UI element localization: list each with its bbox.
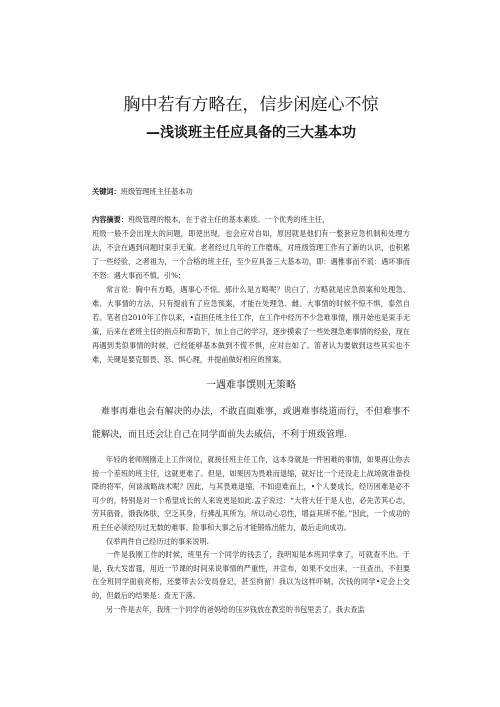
keywords-label: 关键词： (92, 187, 121, 196)
abstract-first-line: 内容摘要：班级管理的根本，在于省主任的基本素质。一个优秀的班主任， (92, 215, 330, 224)
body-paragraph: 另一件是去年，我班一个同学的爸妈给的压岁钱放在教室的书包里丢了，我去查监 (106, 604, 365, 614)
abstract-paragraph: 常言说：胸中有方略，遇事心不惊。那什么是方略呢？说白了，方略就是应急预案和处理急、难、大事情的方法，只有提前有了应急预案，才能在处理急、雌、大事情的时候不惊不惧，泰然自若。笔者自2010年工作以来，•直担任班主任工作，在工作中经历不少急难事情，刚开始也是束手无策，后来在老班主任的指点和帮助下，加上自己的学习，逐步摸索了一些处理急难事情的经验，现在再遇到类似事情的时候，已经能够基本做到不慌不惧，应对自如了。笛者认为要做到这些其实也不难，关键是要克服畏、怒、惧心理，并提前做好相应的预案。 (92, 285, 410, 364)
section-highlight: 难事再难也会有解决的办法，不敢直面难事，或遇难事绕道而行，不但难事不能解决，而且还会让自己在同学面前失去威信，不利于班级管理. (92, 407, 410, 440)
keywords-value: 班级管理班主任基本功 (120, 187, 193, 196)
body-paragraph: 一件是我刚工作的时候，班里有一个同学的钱丢了，我明知是本班同学拿了，可就查不出。于是，我大发雷霆，用近一节课的时间来说事情的严重性，并宣布，如果不交出来，一旦查出，不但要在全班同学面前亮相，还要带去公安局登记，甚至拘留！我以为这样吓唬，次钱的同学•定会上交的，但最后的结果是：查无下落。 (92, 550, 410, 600)
keywords-line (92, 186, 410, 197)
section-heading: 一遇难事馔则无策略 (206, 380, 296, 391)
document-title: 胸中若有方略在，信步闲庭心不惊 (123, 95, 379, 115)
section-body (92, 453, 410, 616)
abstract-paragraph: 班级一般不会出现大的问题，即使出现，也会应对自如，原因就是他们有一整套应急机制和处理方法，不会在遇到问题时束手无策。老者经过几年的工作磨炼，对班级管理工作有了新的认识，也积累了一些经验，之者祖为，一个合格的班主任，至少应具备三大基本功，即：遇椎事而不谎：遇坏事而不怒：遇大事而不慎。引%； (92, 229, 410, 280)
abstract-label: 内容摘要： (92, 215, 128, 224)
document-subtitle: —浅谈班主任应具备的三大基本功 (146, 125, 356, 141)
body-paragraph: 年轻的老师刚刚走上工作岗位，就接任班主任工作，这本身就是一件困难的事情，如果再让你去接一个差班的班主任，这就更难了。但是，如果因为畏难而退缩，就好比一个还没走上战场就准备投降的将军，何谈战略战术呢？因此，与其畏难退缩，不如迎难而上，•个人要成长，经历困难是必不可少的，特别是对一个希望成长的人来说更是如此.孟子说过：“大将大任于是人也，必先苦其心志，劳其筋骨，饿我体肤，空乏其身，行拂乱其所为，所以动心忍性，增益其所不能。”因此，一个成功的班主任必须经历过无数的难事、险事和大事之后才能锻炼出能力，最后走向成功。 (92, 455, 410, 532)
body-paragraph: 仅举两件自己经历过的事来说明. (106, 536, 209, 546)
abstract-block (92, 213, 410, 367)
